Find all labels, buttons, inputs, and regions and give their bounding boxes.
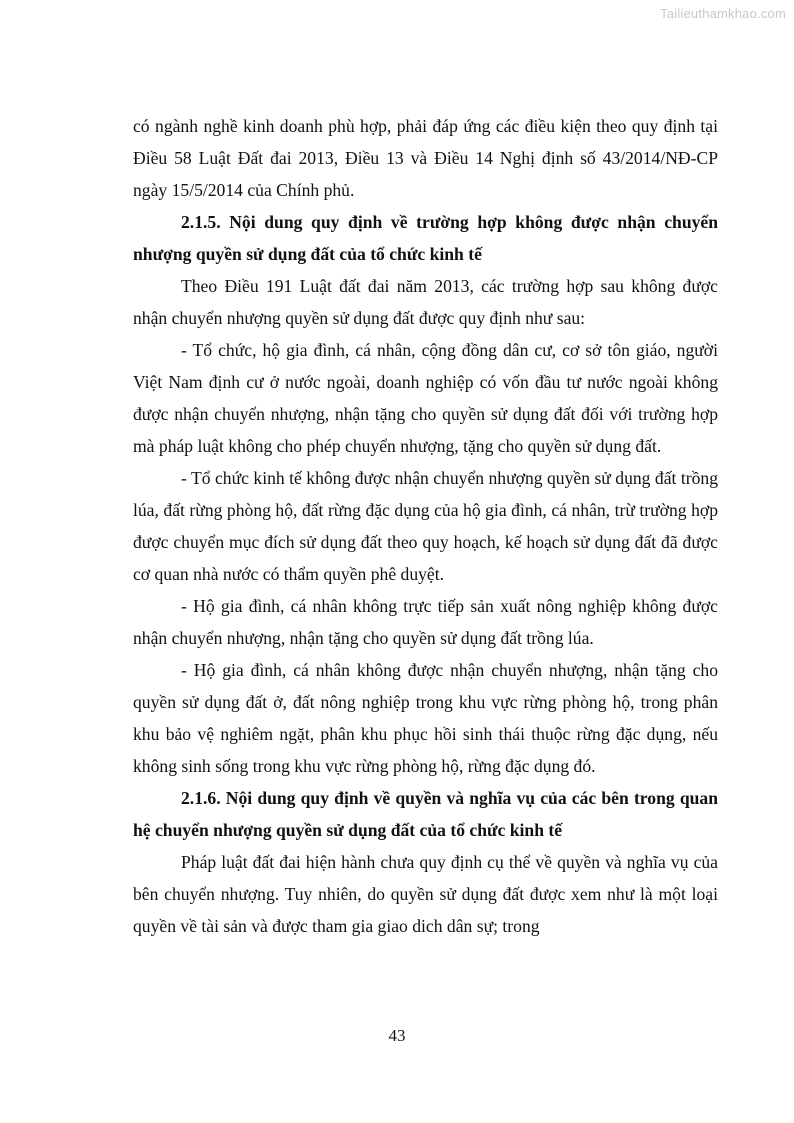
page-number: 43 [388, 1026, 406, 1045]
watermark-text: Tailieuthamkhao.com [660, 6, 786, 21]
section-heading-2-1-5: 2.1.5. Nội dung quy định về trường hợp không được nhận chuyển nhượng quyền sử dụng đất của tổ chức kinh tế [133, 212, 718, 264]
paragraph-intro-article-191: Theo Điều 191 Luật đất đai năm 2013, các trường hợp sau không được nhận chuyển nhượng quyền sử dụng đất được quy định như sau: [133, 276, 718, 328]
list-item-restriction-4: - Hộ gia đình, cá nhân không được nhận chuyển nhượng, nhận tặng cho quyền sử dụng đất ở, đất nông nghiệp trong khu vực rừng phòng hộ, trong phân khu bảo vệ nghiêm ngặt, phân khu phục hồi sinh thái thuộc rừng đặc dụng, nếu không sinh sống trong khu vực rừng phòng hộ, rừng đặc dụng đó. [133, 660, 718, 776]
list-item-restriction-2: - Tổ chức kinh tế không được nhận chuyển nhượng quyền sử dụng đất trồng lúa, đất rừng phòng hộ, đất rừng đặc dụng của hộ gia đình, cá nhân, trừ trường hợp được chuyển mục đích sử dụng đất theo quy hoạch, kế hoạch sử dụng đất đã được cơ quan nhà nước có thẩm quyền phê duyệt. [133, 468, 718, 584]
paragraph-rights-obligations: Pháp luật đất đai hiện hành chưa quy định cụ thể về quyền và nghĩa vụ của bên chuyển nhượng. Tuy nhiên, do quyền sử dụng đất được xem như là một loại quyền về tài sản và được tham gia giao dich dân sự; trong [133, 852, 718, 936]
document-body [133, 110, 718, 942]
list-item-restriction-3: - Hộ gia đình, cá nhân không trực tiếp sản xuất nông nghiệp không được nhận chuyển nhượng, nhận tặng cho quyền sử dụng đất trồng lúa. [133, 596, 718, 648]
paragraph-continuation: có ngành nghề kinh doanh phù hợp, phải đáp ứng các điều kiện theo quy định tại Điều 58 Luật Đất đai 2013, Điều 13 và Điều 14 Nghị định số 43/2014/NĐ-CP ngày 15/5/2014 của Chính phủ. [133, 116, 718, 200]
section-heading-2-1-6: 2.1.6. Nội dung quy định về quyền và nghĩa vụ của các bên trong quan hệ chuyển nhượng quyền sử dụng đất của tổ chức kinh tế [133, 788, 718, 840]
list-item-restriction-1: - Tổ chức, hộ gia đình, cá nhân, cộng đồng dân cư, cơ sở tôn giáo, người Việt Nam định cư ở nước ngoài, doanh nghiệp có vốn đầu tư nước ngoài không được nhận chuyển nhượng, nhận tặng cho quyền sử dụng đất đối với trường hợp mà pháp luật không cho phép chuyển nhượng, tặng cho quyền sử dụng đất. [133, 340, 718, 456]
